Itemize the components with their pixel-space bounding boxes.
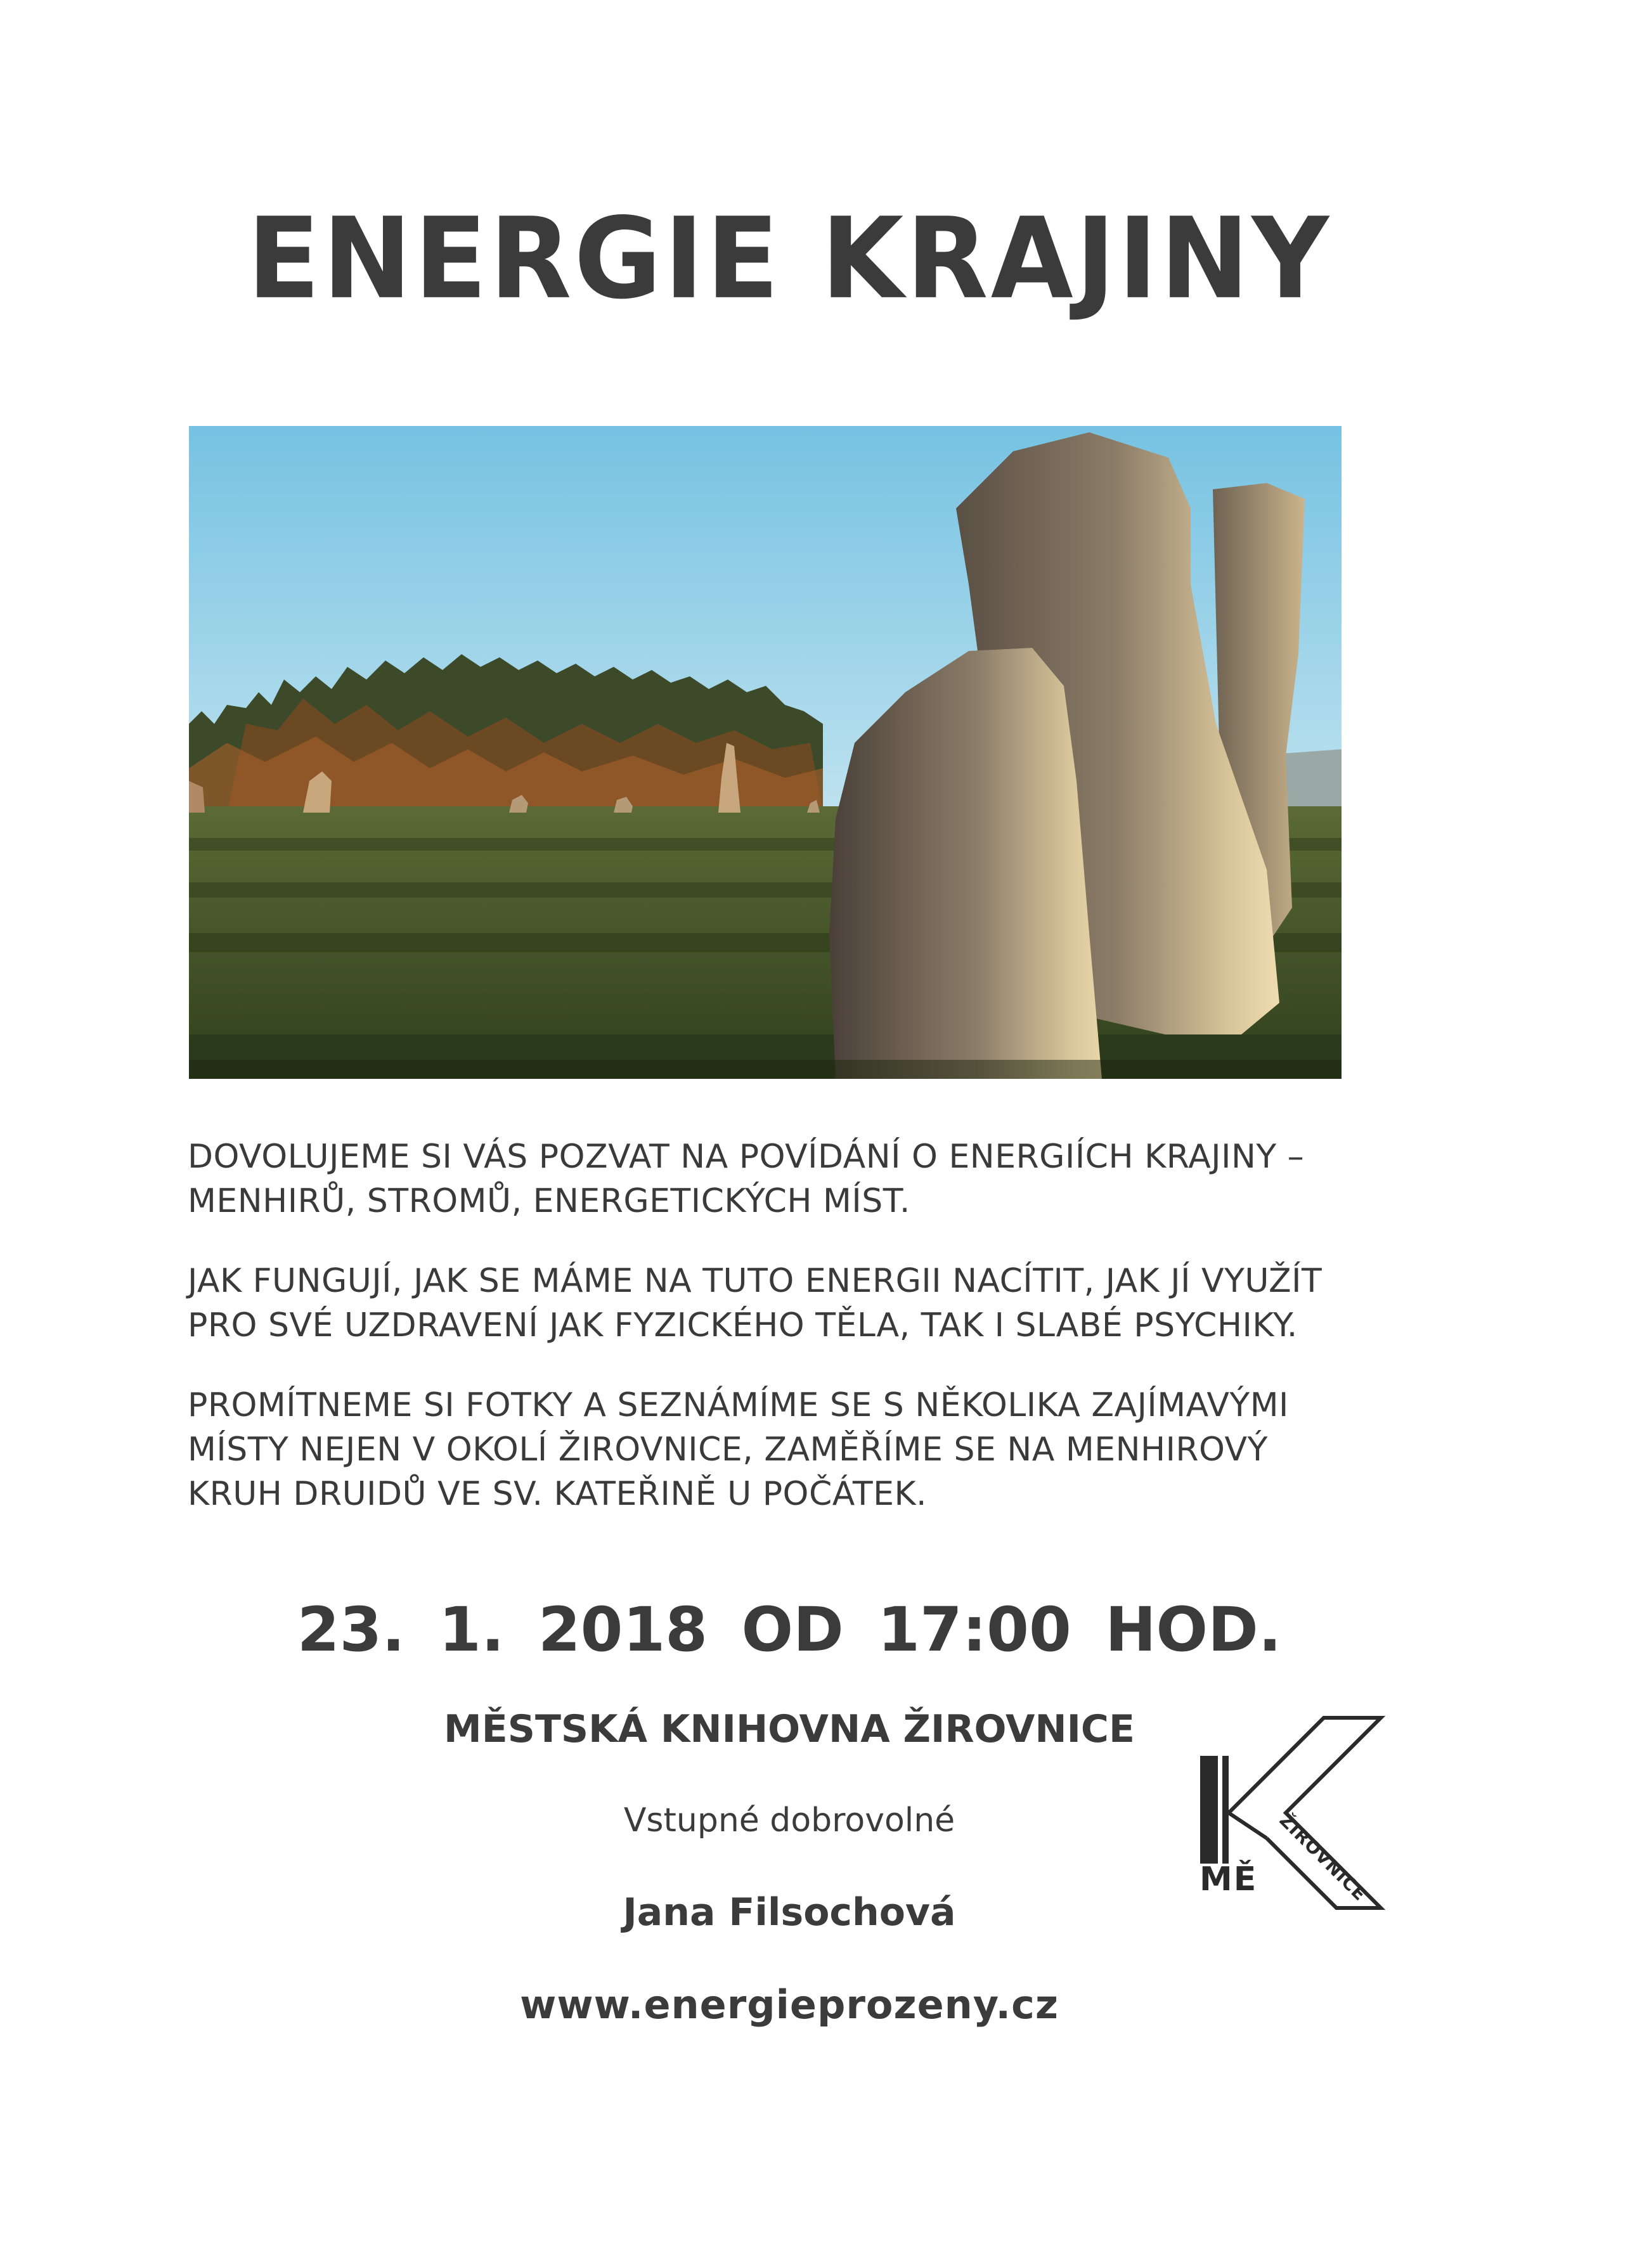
paragraph-3: PROMÍTNEME SI FOTKY A SEZNÁMÍME SE S NĚKOLIKA ZAJÍMAVÝMI MÍSTY NEJEN V OKOLÍ ŽIROVNICE, ZAMĚŘÍME SE NA MENHIROVÝ KRUH DRUIDŮ VE SV. KATEŘINĚ U POČÁTEK. — [188, 1386, 1289, 1513]
logo-letters: MĚ — [1200, 1860, 1258, 1898]
paragraph-2: JAK FUNGUJÍ, JAK SE MÁME NA TUTO ENERGII NACÍTIT, JAK JÍ VYUŽÍT PRO SVÉ UZDRAVENÍ JAK FYZICKÉHO TĚLA, TAK I SLABÉ PSYCHIKY. — [188, 1262, 1322, 1344]
event-venue: MĚSTSKÁ KNIHOVNA ŽIROVNICE — [444, 1707, 1135, 1751]
invitation-text — [188, 1135, 1430, 1552]
speaker-name: Jana Filsochová — [623, 1890, 956, 1935]
logo-town-name: ŽIROVNICE — [1275, 1810, 1371, 1905]
event-date: 23. 1. 2018 OD 17:00 HOD. — [297, 1594, 1282, 1665]
paragraph-1: DOVOLUJEME SI VÁS POZVAT NA POVÍDÁNÍ O ENERGIÍCH KRAJINY – MENHIRŮ, STROMŮ, ENERGETICKÝCH MÍST. — [188, 1138, 1305, 1220]
website-link: www.energieprozeny.cz — [520, 1981, 1059, 2028]
entry-fee-note: Vstupné dobrovolné — [623, 1801, 955, 1840]
menhir-photo — [189, 426, 1342, 1079]
poster-title: ENERGIE KRAJINY — [247, 193, 1331, 324]
